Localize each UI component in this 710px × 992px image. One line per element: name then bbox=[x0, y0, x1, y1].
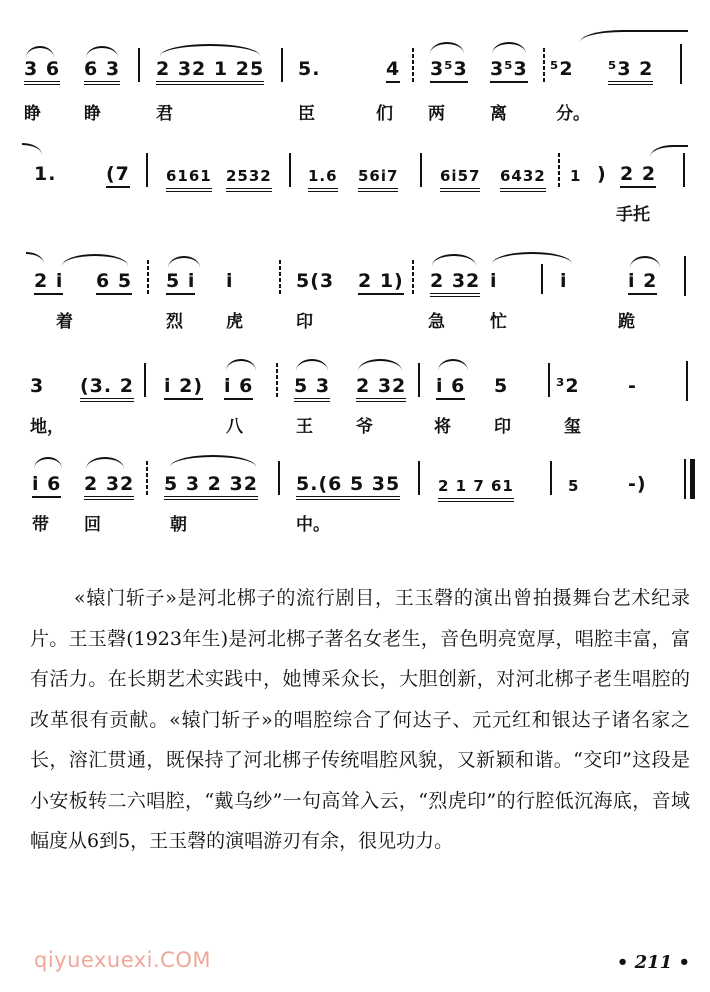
lyrics-line bbox=[0, 104, 710, 134]
lyric: 君 bbox=[156, 104, 173, 124]
lyric: 急 bbox=[428, 312, 445, 332]
note-group: ³2 bbox=[556, 375, 580, 397]
note-group: 2 2 bbox=[620, 163, 656, 188]
note-group: 6161 bbox=[166, 165, 212, 192]
note-group: 5 bbox=[568, 477, 580, 495]
watermark: qiyuexuexi.COM bbox=[34, 948, 211, 972]
lyric: 带 bbox=[32, 515, 49, 535]
note-group: i 2) bbox=[164, 375, 203, 400]
score-row-3 bbox=[0, 252, 710, 352]
note-group: 2 1 7 61 bbox=[438, 475, 514, 502]
lyrics-line bbox=[0, 417, 710, 447]
lyric: 王 bbox=[296, 417, 313, 437]
paren: ) bbox=[597, 163, 607, 185]
note-group: 5 i bbox=[166, 270, 195, 295]
note-group: 1.6 bbox=[308, 165, 338, 192]
lyric: 烈 bbox=[166, 312, 183, 332]
note-group: 5(3 bbox=[296, 270, 335, 292]
note-group: 3⁵3 bbox=[490, 58, 528, 83]
note-group: -) bbox=[628, 473, 647, 495]
note-group: i 6 bbox=[436, 375, 465, 400]
note-group: 3 bbox=[30, 375, 45, 397]
lyric: 忙 bbox=[490, 312, 507, 332]
note-group: 5 bbox=[494, 375, 509, 397]
lyric: 两 bbox=[428, 104, 445, 124]
note-group: 5 3 bbox=[294, 375, 330, 402]
lyric: 着 bbox=[56, 312, 73, 332]
note-group: i 2 bbox=[628, 270, 657, 295]
lyric: 虎 bbox=[226, 312, 243, 332]
lyric: 回 bbox=[84, 515, 101, 535]
lyrics-line bbox=[0, 312, 710, 342]
lyric: 印 bbox=[494, 417, 511, 437]
lyric: 们 bbox=[376, 104, 393, 124]
dash: - bbox=[628, 375, 637, 397]
note-group: 1 bbox=[570, 167, 582, 185]
notation-line bbox=[0, 357, 710, 417]
note-group: i 6 bbox=[224, 375, 253, 400]
lyric: 玺 bbox=[564, 417, 581, 437]
score-row-1 bbox=[0, 40, 710, 140]
note-group: 3 6 bbox=[24, 58, 60, 85]
note-group: 6432 bbox=[500, 165, 546, 192]
note-group: 5 3 2 32 bbox=[164, 473, 258, 500]
lyric: 手托 bbox=[616, 205, 650, 225]
lyric: 分。 bbox=[556, 104, 590, 124]
lyric: 跪 bbox=[618, 312, 635, 332]
lyric: 睁 bbox=[24, 104, 41, 124]
commentary-paragraph bbox=[30, 578, 690, 862]
note-group: i bbox=[560, 270, 568, 292]
note-group: 2 1) bbox=[358, 270, 404, 295]
note-group: ⁵3 2 bbox=[608, 58, 653, 85]
note-group: 56i7 bbox=[358, 165, 398, 192]
lyric: 地， bbox=[30, 417, 64, 437]
note-group: 2532 bbox=[226, 165, 272, 192]
lyrics-line bbox=[0, 515, 710, 545]
note-group: 6 3 bbox=[84, 58, 120, 85]
page-number: • 211 • bbox=[616, 952, 690, 973]
lyric: 中。 bbox=[296, 515, 330, 535]
note-group: ⁵2 bbox=[550, 58, 574, 80]
note-group: 6 5 bbox=[96, 270, 132, 295]
score-row-5 bbox=[0, 455, 710, 555]
note-group: i bbox=[226, 270, 234, 292]
lyric: 八 bbox=[226, 417, 243, 437]
lyrics-line bbox=[0, 205, 710, 235]
note-group: 2 i bbox=[34, 270, 63, 295]
note-group: 2 32 1 25 bbox=[156, 58, 264, 85]
note-group: i 6 bbox=[32, 473, 61, 498]
note-group: 2 32 bbox=[430, 270, 480, 297]
note-group: 5. bbox=[298, 58, 321, 80]
lyric: 离 bbox=[490, 104, 507, 124]
note-group: 5.(6 5 35 bbox=[296, 473, 400, 500]
lyric: 印 bbox=[296, 312, 313, 332]
note-group: 3⁵3 bbox=[430, 58, 468, 83]
note-group: i bbox=[490, 270, 498, 292]
notation-line bbox=[0, 145, 710, 205]
note-group: (3. 2 bbox=[80, 375, 134, 402]
notation-line bbox=[0, 455, 710, 515]
lyric: 朝 bbox=[170, 515, 187, 535]
score-row-2 bbox=[0, 145, 710, 245]
note-group: 2 32 bbox=[84, 473, 134, 500]
notation-line bbox=[0, 252, 710, 312]
lyric: 爷 bbox=[356, 417, 373, 437]
note-group: 6i57 bbox=[440, 165, 480, 192]
note-group: (7 bbox=[106, 163, 130, 188]
note-group: 4 bbox=[386, 58, 400, 83]
note-group: 1. bbox=[34, 163, 57, 185]
notation-line bbox=[0, 40, 710, 100]
lyric: 将 bbox=[434, 417, 451, 437]
score-row-4 bbox=[0, 357, 710, 457]
lyric: 睁 bbox=[84, 104, 101, 124]
lyric: 臣 bbox=[298, 104, 315, 124]
commentary-text: «辕门斩子»是河北梆子的流行剧目，王玉磬的演出曾拍摄舞台艺术纪录片。王玉磬(1923年生)是河北梆子著名女老生，音色明亮宽厚，唱腔丰富，富有活力。在长期艺术实践中，她博采众长，大胆创新，对河北梆子老生唱腔的改革很有贡献。«辕门斩子»的唱腔综合了何达子、元元红和银达子诸名家之长，溶汇贯通，既保持了河北梆子传统唱腔风貌，又新颖和谐。“交印”这段是小安板转二六唱腔，“戴乌纱”一句高耸入云，“烈虎印”的行腔低沉海底，音域幅度从6到5，王玉磬的演唱游刃有余，很见功力。 bbox=[30, 587, 690, 852]
note-group: 2 32 bbox=[356, 375, 406, 402]
